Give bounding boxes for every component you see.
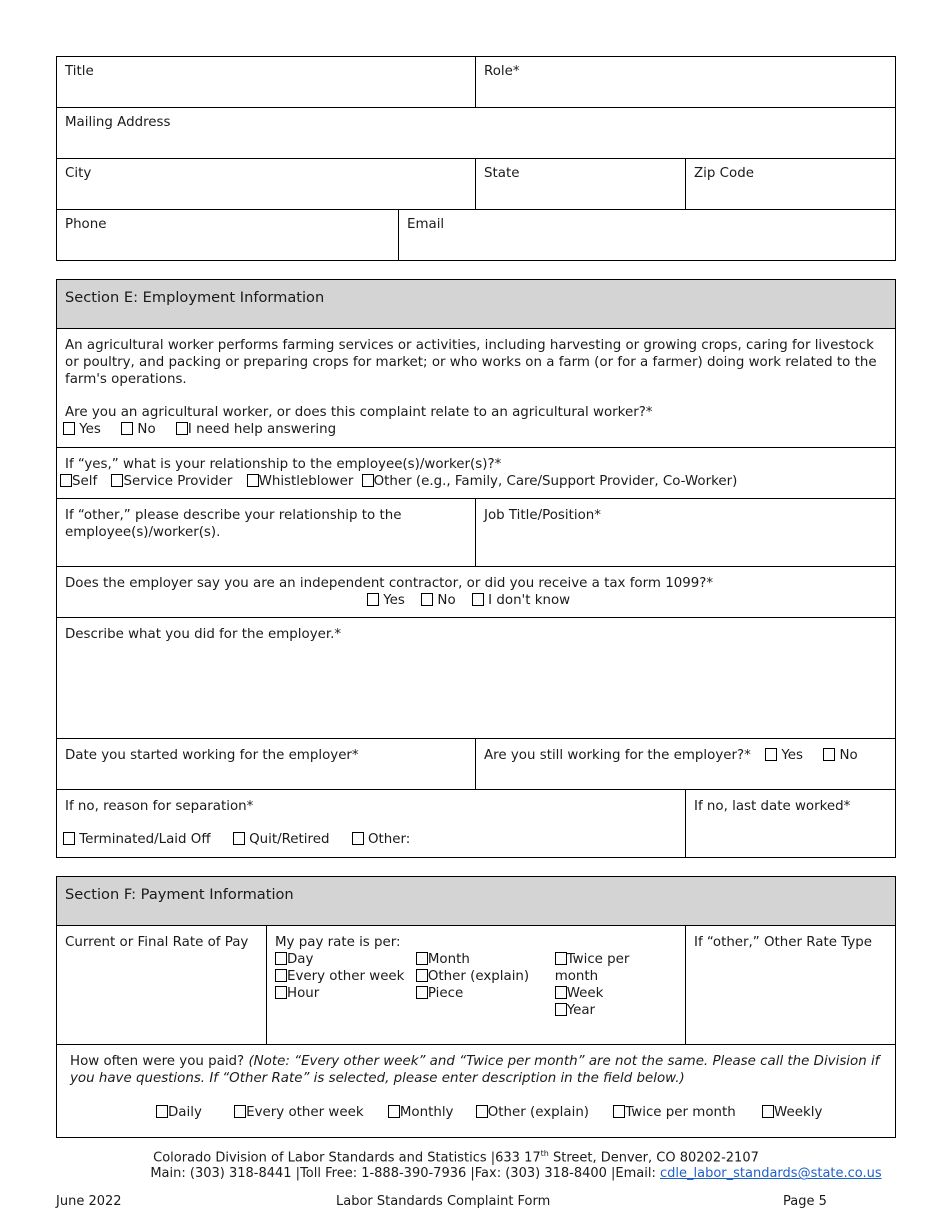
per-other-checkbox[interactable] xyxy=(416,969,428,982)
still-working-yes-checkbox[interactable] xyxy=(765,748,777,761)
ag-no-label: No xyxy=(137,422,156,437)
sep-other-checkbox[interactable] xyxy=(352,832,364,845)
other-relationship-label: If “other,” please describe your relationship to the employee(s)/worker(s). xyxy=(65,508,402,540)
footer-email-link[interactable]: cdle_labor_standards@state.co.us xyxy=(660,1166,882,1182)
per-every-other-week-label: Every other week xyxy=(287,969,405,984)
freq-twice-month-label: Twice per month xyxy=(625,1105,736,1120)
footer-org-line xyxy=(56,1146,896,1166)
contractor-unknown-label: I don't know xyxy=(488,593,571,608)
contact-table xyxy=(56,56,896,261)
rel-other-checkbox[interactable] xyxy=(362,474,374,487)
city-field[interactable] xyxy=(57,159,476,209)
job-title-label: Job Title/Position* xyxy=(484,508,601,523)
per-month-checkbox[interactable] xyxy=(416,952,428,965)
separation-block xyxy=(57,790,686,857)
ag-question: Are you an agricultural worker, or does this complaint relate to an agricultural worker?* xyxy=(65,405,653,420)
job-description-label: Describe what you did for the employer.* xyxy=(65,627,342,642)
sep-terminated-label: Terminated/Laid Off xyxy=(79,832,211,847)
other-relationship-field[interactable] xyxy=(57,499,476,566)
rel-whistleblower-checkbox[interactable] xyxy=(247,474,259,487)
freq-twice-month-checkbox[interactable] xyxy=(613,1105,625,1118)
rel-whistleblower-label: Whistleblower xyxy=(258,474,354,489)
job-description-field[interactable] xyxy=(57,618,895,738)
rate-of-pay-label: Current or Final Rate of Pay xyxy=(65,935,249,950)
footer-contact-line xyxy=(56,1166,896,1182)
per-every-other-week-checkbox[interactable] xyxy=(275,969,287,982)
still-working-yes-label: Yes xyxy=(781,748,803,763)
freq-weekly-checkbox[interactable] xyxy=(762,1105,774,1118)
pay-frequency-block xyxy=(57,1045,895,1137)
contractor-unknown-checkbox[interactable] xyxy=(472,593,484,606)
per-hour-label: Hour xyxy=(287,986,320,1001)
ag-yes-checkbox[interactable] xyxy=(63,422,75,435)
still-working-no-checkbox[interactable] xyxy=(823,748,835,761)
per-piece-checkbox[interactable] xyxy=(416,986,428,999)
rel-provider-label: Service Provider xyxy=(123,474,233,489)
still-working-no-label: No xyxy=(839,748,858,763)
contractor-question: Does the employer say you are an independent contractor, or did you receive a tax form 1099?* xyxy=(65,576,714,591)
freq-every-other-week-label: Every other week xyxy=(246,1105,364,1120)
title-label: Title xyxy=(65,64,94,79)
per-week-label: Week xyxy=(566,986,604,1001)
sep-quit-label: Quit/Retired xyxy=(249,832,330,847)
contractor-no-label: No xyxy=(437,593,456,608)
rel-self-checkbox[interactable] xyxy=(60,474,72,487)
footer-contact-text: Main: (303) 318-8441 |Toll Free: 1-888-390-7936 |Fax: (303) 318-8400 |Email: xyxy=(150,1166,660,1182)
phone-field[interactable] xyxy=(57,210,399,260)
ag-yes-label: Yes xyxy=(79,422,101,437)
footer-org-pre: Colorado Division of Labor Standards and Statistics |633 17 xyxy=(153,1150,541,1166)
pay-period-block xyxy=(267,926,686,1044)
per-year-label: Year xyxy=(566,1003,596,1018)
how-often-note: (Note: “Every other week” and “Twice per month” are not the same. Please call the Division if you have questions. If “Other Rate” is selected, please enter description in the field below.) xyxy=(70,1054,880,1086)
mailing-address-label: Mailing Address xyxy=(65,115,171,130)
relationship-block xyxy=(57,448,895,498)
section-e-heading: Section E: Employment Information xyxy=(65,289,325,306)
per-month-label: Month xyxy=(427,952,470,967)
freq-other-checkbox[interactable] xyxy=(476,1105,488,1118)
other-rate-type-field[interactable] xyxy=(686,926,895,1044)
freq-every-other-week-checkbox[interactable] xyxy=(234,1105,246,1118)
relationship-question: If “yes,” what is your relationship to the employee(s)/worker(s)?* xyxy=(65,457,502,472)
email-label: Email xyxy=(407,217,445,232)
rate-of-pay-field[interactable] xyxy=(57,926,267,1044)
role-field[interactable] xyxy=(476,57,895,107)
job-title-field[interactable] xyxy=(476,499,895,566)
state-field[interactable] xyxy=(476,159,686,209)
per-day-checkbox[interactable] xyxy=(275,952,287,965)
contractor-block xyxy=(57,567,895,617)
freq-other-label: Other (explain) xyxy=(487,1105,590,1120)
state-label: State xyxy=(484,166,520,181)
how-often-question: How often were you paid? xyxy=(70,1054,245,1069)
still-working-question: Are you still working for the employer?* xyxy=(484,748,751,763)
separation-label: If no, reason for separation* xyxy=(65,799,254,814)
freq-daily-label: Daily xyxy=(168,1105,202,1120)
zip-field[interactable] xyxy=(686,159,895,209)
rel-self-label: Self xyxy=(72,474,98,489)
zip-label: Zip Code xyxy=(694,166,754,181)
per-hour-checkbox[interactable] xyxy=(275,986,287,999)
contractor-yes-label: Yes xyxy=(383,593,405,608)
footer-contact xyxy=(56,1146,896,1182)
rel-other-label: Other (e.g., Family, Care/Support Provider, Co-Worker) xyxy=(373,474,738,489)
contractor-yes-checkbox[interactable] xyxy=(367,593,379,606)
pay-per-label: My pay rate is per: xyxy=(275,935,401,950)
sep-terminated-checkbox[interactable] xyxy=(63,832,75,845)
freq-monthly-label: Monthly xyxy=(399,1105,454,1120)
footer-org-post: Street, Denver, CO 80202-2107 xyxy=(548,1150,759,1166)
freq-daily-checkbox[interactable] xyxy=(156,1105,168,1118)
city-label: City xyxy=(65,166,92,181)
section-e-table xyxy=(56,279,896,858)
per-twice-month-checkbox[interactable] xyxy=(555,952,567,965)
per-week-checkbox[interactable] xyxy=(555,986,567,999)
ag-definition: An agricultural worker performs farming services or activities, including harvesting or growing crops, caring for livestock or poultry, and packing or preparing crops for market; or who works on a farm (or for a farmer) doing work related to the farm's operations. xyxy=(65,338,877,387)
sep-other-label: Other: xyxy=(367,832,411,847)
contractor-no-checkbox[interactable] xyxy=(421,593,433,606)
footer-org-sup: th xyxy=(540,1149,549,1158)
section-f-heading: Section F: Payment Information xyxy=(65,886,294,903)
agricultural-worker-block xyxy=(57,329,895,447)
last-date-field[interactable] xyxy=(686,790,895,857)
mailing-address-field[interactable] xyxy=(57,108,895,158)
section-f-table xyxy=(56,876,896,1138)
footer-date: June 2022 xyxy=(56,1194,122,1209)
sep-quit-checkbox[interactable] xyxy=(233,832,245,845)
start-date-label: Date you started working for the employer* xyxy=(65,748,359,763)
start-date-field[interactable] xyxy=(57,739,476,789)
freq-monthly-checkbox[interactable] xyxy=(388,1105,400,1118)
footer-form-name: Labor Standards Complaint Form xyxy=(336,1194,551,1209)
per-day-label: Day xyxy=(287,952,314,967)
per-twice-month-label: Twice per month xyxy=(554,952,630,984)
ag-no-checkbox[interactable] xyxy=(121,422,133,435)
title-field[interactable] xyxy=(57,57,476,107)
role-label: Role* xyxy=(484,64,520,79)
phone-label: Phone xyxy=(65,217,107,232)
footer-page-number: Page 5 xyxy=(783,1194,827,1209)
rel-provider-checkbox[interactable] xyxy=(111,474,123,487)
freq-weekly-label: Weekly xyxy=(774,1105,823,1120)
still-working-block xyxy=(476,739,895,789)
per-other-label: Other (explain) xyxy=(427,969,530,984)
last-date-label: If no, last date worked* xyxy=(694,799,851,814)
per-piece-label: Piece xyxy=(427,986,464,1001)
ag-help-label: I need help answering xyxy=(187,422,337,437)
ag-help-checkbox[interactable] xyxy=(176,422,188,435)
email-field[interactable] xyxy=(399,210,895,260)
other-rate-type-label: If “other,” Other Rate Type xyxy=(694,935,872,950)
per-year-checkbox[interactable] xyxy=(555,1003,567,1016)
